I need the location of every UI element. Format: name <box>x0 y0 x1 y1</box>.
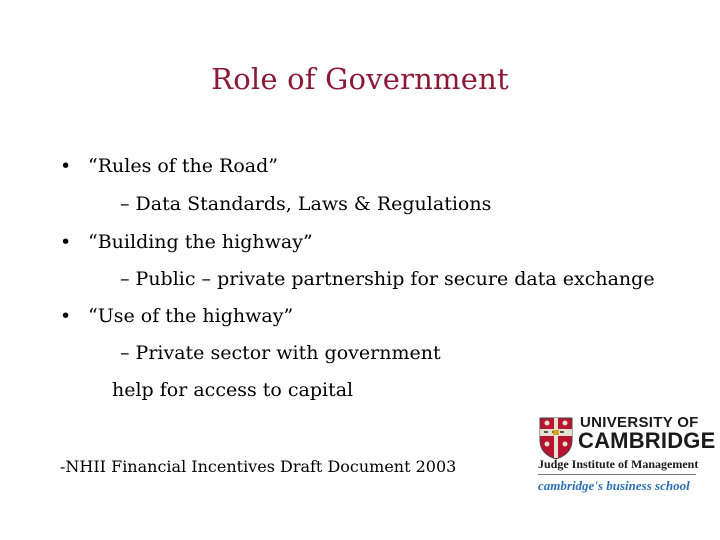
logo-tagline: cambridge's business school <box>538 478 690 493</box>
sub-item-private-sector: – Private sector with government <box>120 342 441 364</box>
logo-cambridge: CAMBRIDGE <box>578 428 716 453</box>
source-citation: -NHII Financial Incentives Draft Document 2003 <box>60 457 457 476</box>
bullet-item-building: “Building the highway” <box>88 231 313 253</box>
sub-item-continuation: help for access to capital <box>112 379 354 401</box>
bullet-marker: • <box>60 305 72 327</box>
sub-item-partnership: – Public – private partnership for secure data exchange <box>120 268 655 290</box>
logo-divider <box>538 474 696 475</box>
bullet-marker: • <box>60 155 72 177</box>
logo-university-of: UNIVERSITY OF <box>580 414 699 431</box>
cambridge-logo <box>534 412 716 502</box>
slide-title: Role of Government <box>211 62 509 96</box>
bullet-item-rules: “Rules of the Road” <box>88 155 278 177</box>
sub-item-data-standards: – Data Standards, Laws & Regulations <box>120 193 492 215</box>
bullet-item-use: “Use of the highway” <box>88 305 294 327</box>
bullet-marker: • <box>60 231 72 253</box>
cambridge-crest-icon <box>538 416 574 460</box>
logo-judge-institute: Judge Institute of Management <box>538 457 699 471</box>
